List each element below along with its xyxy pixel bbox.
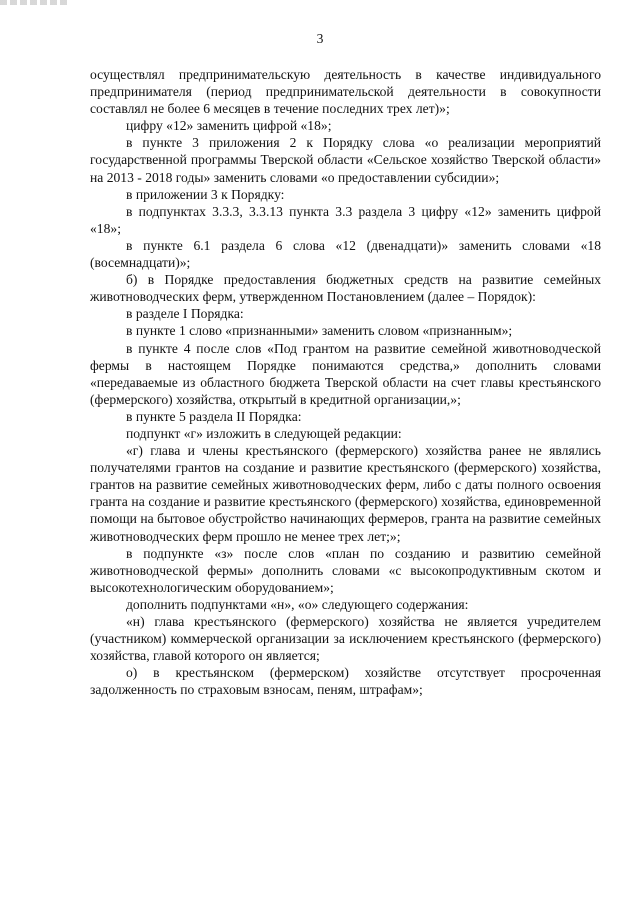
paragraph-6: в пункте 6.1 раздела 6 слова «12 (двенадцати)» заменить словами «18 (восемнадцати)»; [90, 237, 601, 271]
paragraph-8: в разделе I Порядка: [126, 306, 244, 322]
paragraph-10: в пункте 4 после слов «Под грантом на развитие семейной животноводческой фермы в настоящем Порядке понимаются средства,» дополнить словами «передаваемые из областного бюджета Тверской области на счет главы крестьянского (фермерского) хозяйства, открытый в кредитной организации,»; [90, 340, 601, 407]
document-body [90, 66, 601, 698]
scan-artifact [0, 0, 70, 5]
paragraph-5: в подпунктах 3.3.3, 3.3.13 пункта 3.3 раздела 3 цифру «12» заменить цифрой «18»; [90, 203, 601, 236]
paragraph-14: в подпункте «з» после слов «план по созданию и развитию семейной животноводческой фермы» дополнить словами «с высокопродуктивным скотом и высокотехнологическим оборудованием»; [90, 545, 601, 595]
paragraph-9: в пункте 1 слово «признанными» заменить словом «признанным»; [126, 323, 513, 339]
paragraph-13: «г) глава и члены крестьянского (фермерского) хозяйства ранее не являлись получателями грантов на создание и развитие крестьянского (фермерского) хозяйства, грантов на развитие семейных животноводческих ферм, либо с даты полного освоения гранта на создание и развитие крестьянского (фермерского) хозяйства, единовременной помощи на бытовое обустройство начинающих фермеров, гранта на развитие семейных животноводческих ферм прошло не менее трех лет;»; [90, 443, 601, 544]
paragraph-3: в пункте 3 приложения 2 к Порядку слова «о реализации мероприятий государственной программы Тверской области «Сельское хозяйство Тверской области» на 2013 - 2018 годы» заменить словами «о предоставлении субсидии»; [90, 135, 601, 185]
paragraph-15: дополнить подпунктами «н», «о» следующего содержания: [126, 596, 469, 612]
paragraph-2: цифру «12» заменить цифрой «18»; [126, 118, 332, 134]
paragraph-16: «н) глава крестьянского (фермерского) хозяйства не является учредителем (участником) коммерческой организации за исключением крестьянского (фермерского) хозяйства, главой которого он является; [90, 614, 601, 664]
paragraph-1: осуществлял предпринимательскую деятельность в качестве индивидуального предпринимателя (период предпринимательской деятельности в совокупности составлял не более 6 месяцев в течение последних трех лет)»; [90, 67, 601, 117]
page-number: 3 [316, 31, 324, 46]
paragraph-11: в пункте 5 раздела II Порядка: [126, 408, 302, 424]
paragraph-7: б) в Порядке предоставления бюджетных средств на развитие семейных животноводческих ферм, утвержденном Постановлением (далее – Порядок): [90, 272, 601, 305]
paragraph-17: о) в крестьянском (фермерском) хозяйстве отсутствует просроченная задолженность по страховым взносам, пеням, штрафам»; [90, 665, 601, 698]
paragraph-12: подпункт «г» изложить в следующей редакции: [126, 425, 402, 441]
paragraph-4: в приложении 3 к Порядку: [126, 186, 285, 202]
